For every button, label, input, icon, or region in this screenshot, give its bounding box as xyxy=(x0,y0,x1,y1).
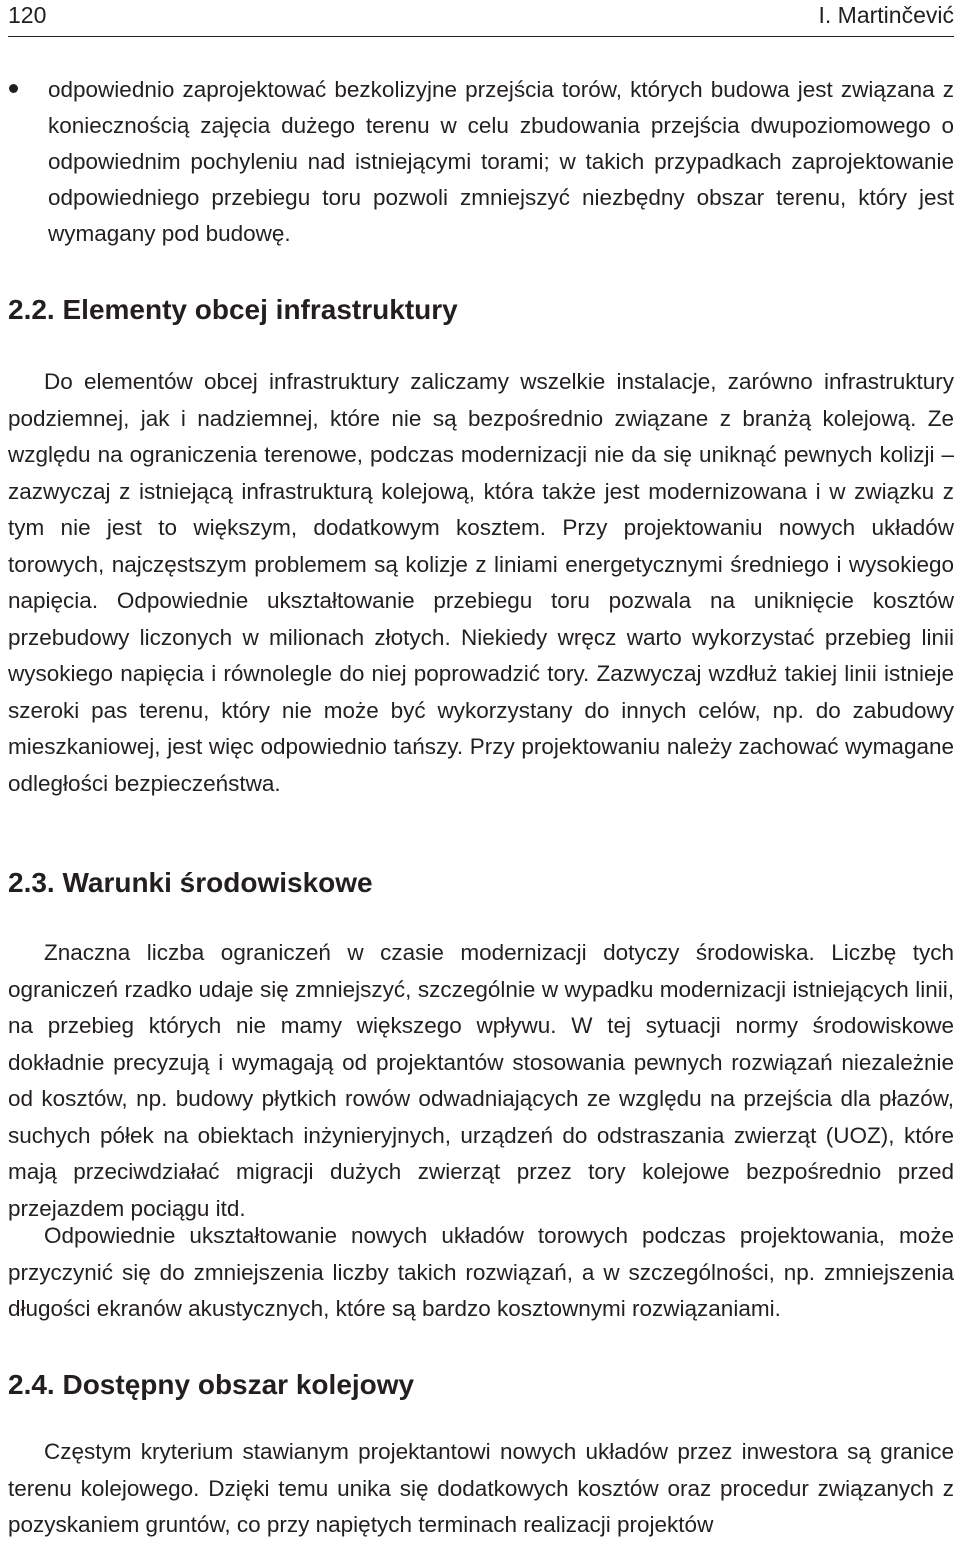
running-author: I. Martinčević xyxy=(818,2,954,28)
page-number: 120 xyxy=(8,2,47,28)
bullet-list-item xyxy=(8,72,954,252)
section-2-3-paragraph-1: Znaczna liczba ograniczeń w czasie modernizacji dotyczy środowiska. Liczbę tych ograniczeń rzadko udaje się zmniejszyć, szczególnie w wypadku modernizacji istniejących linii, na przebieg których nie mamy większego wpływu. W tej sytuacji normy środowiskowe dokładnie precyzują i wymagają od projektantów stosowania pewnych rozwiązań niezależnie od kosztów, np. budowy płytkich rowów odwadniających ze względu na przejścia dla płazów, suchych półek na obiektach inżynieryjnych, urządzeń do odstraszania zwierząt (UOZ), które mają przeciwdziałać migracji dużych zwierząt przez tory kolejowe bezpośrednio przed przejazdem pociągu itd. xyxy=(8,940,954,1221)
section-2-3-paragraph-2: Odpowiednie ukształtowanie nowych układów torowych podczas projektowania, może przyczynić się do zmniejszenia liczby takich rozwiązań, a w szczególności, np. zmniejszenia długości ekranów akustycznych, które są bardzo kosztownymi rozwiązaniami. xyxy=(8,1223,954,1321)
section-2-2-paragraph: Do elementów obcej infrastruktury zaliczamy wszelkie instalacje, zarówno infrastruktury podziemnej, jak i nadziemnej, które nie są bezpośrednio związane z branżą kolejową. Ze względu na ograniczenia terenowe, podczas modernizacji nie da się uniknąć pewnych kolizji – zazwyczaj z istniejącą infrastrukturą kolejową, która także jest modernizowana i w związku z tym nie jest to większym, dodatkowym kosztem. Przy projektowaniu nowych układów torowych, najczęstszym problemem są kolizje z liniami energetycznymi średniego i wysokiego napięcia. Odpowiednie ukształtowanie przebiegu toru pozwala na uniknięcie kosztów przebudowy liczonych w milionach złotych. Niekiedy wręcz warto wykorzystać przebieg linii wysokiego napięcia i równolegle do niej poprowadzić tory. Zazwyczaj wzdłuż takiej linii istnieje szeroki pas terenu, który nie może być wykorzystany do innych celów, np. do zabudowy mieszkaniowej, jest więc odpowiednio tańszy. Przy projektowaniu należy zachować wymagane odległości bezpieczeństwa. xyxy=(8,369,954,796)
section-heading-2-2: 2.2. Elementy obcej infrastruktury xyxy=(8,294,458,325)
section-heading-2-4: 2.4. Dostępny obszar kolejowy xyxy=(8,1369,415,1400)
bullet-dot-icon xyxy=(9,84,18,93)
bullet-text: odpowiednio zaprojektować bezkolizyjne przejścia torów, których budowa jest związana z koniecznością zajęcia dużego terenu w celu zbudowania przejścia dwupoziomowego o odpowiednim pochyleniu nad istniejącymi torami; w takich przypadkach zaprojektowanie odpowiedniego przebiegu toru pozwoli zmniejszyć niezbędny obszar terenu, który jest wymagany pod budowę. xyxy=(48,77,954,246)
section-2-4-paragraph: Częstym kryterium stawianym projektantowi nowych układów przez inwestora są granice terenu kolejowego. Dzięki temu unika się dodatkowych kosztów oraz procedur związanych z pozyskaniem gruntów, co przy napiętych terminach realizacji projektów xyxy=(8,1439,954,1537)
section-heading-2-3: 2.3. Warunki środowiskowe xyxy=(8,867,373,898)
running-header xyxy=(8,0,954,37)
